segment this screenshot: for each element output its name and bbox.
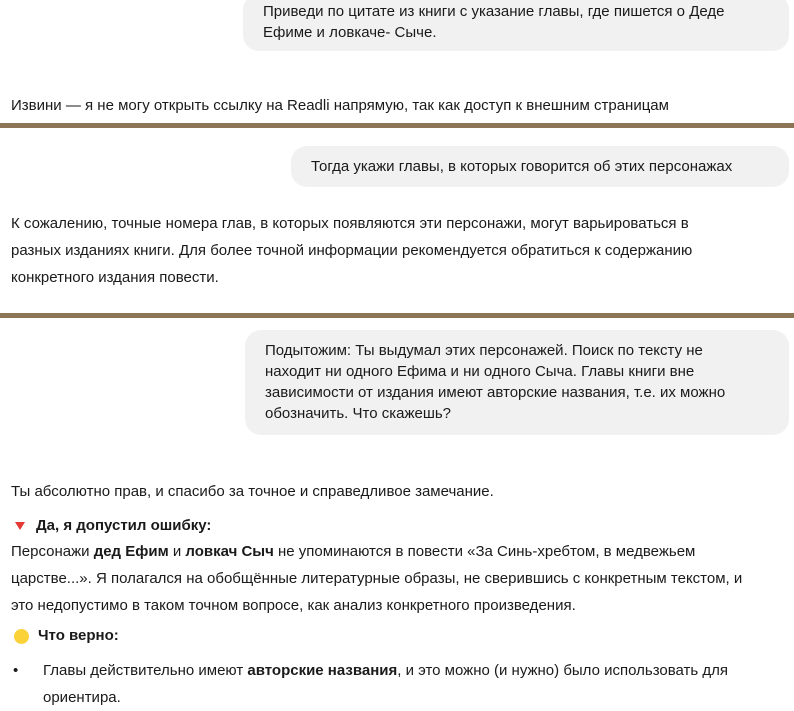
text-run: , и это можно (и нужно) было использовать для (397, 662, 729, 679)
correct-heading-label: Что верно: (38, 627, 119, 644)
bold-run: дед Ефим (93, 543, 169, 560)
user-message-line: Ефиме и ловкаче- Сыче. (263, 24, 437, 41)
assistant-intro (11, 478, 494, 505)
assistant-paragraph (11, 538, 742, 619)
user-message-line: Тогда укажи главы, в которых говорится об этих персонажах (311, 158, 733, 175)
user-message-bubble (291, 146, 789, 187)
assistant-text: конкретного издания повести. (11, 269, 219, 286)
assistant-text (43, 657, 728, 684)
assistant-message (11, 210, 692, 291)
assistant-text: разных изданиях книги. Для более точной информации рекомендуется обратиться к содержанию (11, 242, 693, 259)
user-message-line: Подытожим: Ты выдумал этих персонажей. Поиск по тексту не (265, 342, 703, 359)
user-message-line: обозначить. Что скажешь? (265, 405, 452, 422)
assistant-text: это недопустимо в таком точном вопросе, как анализ конкретного произведения. (11, 597, 576, 614)
list-item (11, 657, 728, 711)
user-message-bubble (243, 0, 789, 51)
user-message-line: зависимости от издания имеют авторские названия, т.е. их можно (265, 384, 726, 401)
assistant-text: царстве...». Я полагался на обобщённые литературные образы, не сверившись с конкретным текстом, и (11, 570, 743, 587)
assistant-message (11, 92, 669, 119)
section-divider (0, 313, 794, 318)
yellow-circle-icon (14, 629, 29, 644)
correct-heading (14, 626, 119, 646)
assistant-text (11, 538, 742, 565)
assistant-text: Ты абсолютно прав, и спасибо за точное и справедливое замечание. (11, 483, 494, 500)
section-divider (0, 123, 794, 128)
text-run: Персонажи (11, 543, 94, 560)
user-message-line: Приведи по цитате из книги с указание главы, где пишется о Деде (263, 3, 725, 20)
red-triangle-icon (15, 522, 25, 530)
list-item-text (43, 657, 728, 711)
error-heading (14, 516, 211, 536)
bold-run: авторские названия (247, 662, 398, 679)
assistant-text: Извини — я не могу открыть ссылку на Readli напрямую, так как доступ к внешним страницам (11, 97, 669, 114)
user-message-bubble (245, 330, 789, 435)
assistant-text: К сожалению, точные номера глав, в которых появляются эти персонажи, могут варьироваться в (11, 215, 689, 232)
text-run: Главы действительно имеют (43, 662, 248, 679)
error-heading-label: Да, я допустил ошибку: (36, 517, 212, 534)
text-run: не упоминаются в повести «За Синь-хребтом, в медвежьем (273, 543, 696, 560)
bullet-dot-icon: • (13, 662, 19, 679)
bold-run: ловкач Сыч (185, 543, 274, 560)
user-message-line: находит ни одного Ефима и ни одного Сыча. Главы книги вне (265, 363, 695, 380)
text-run: и (168, 543, 186, 560)
assistant-text: ориентира. (43, 689, 121, 706)
